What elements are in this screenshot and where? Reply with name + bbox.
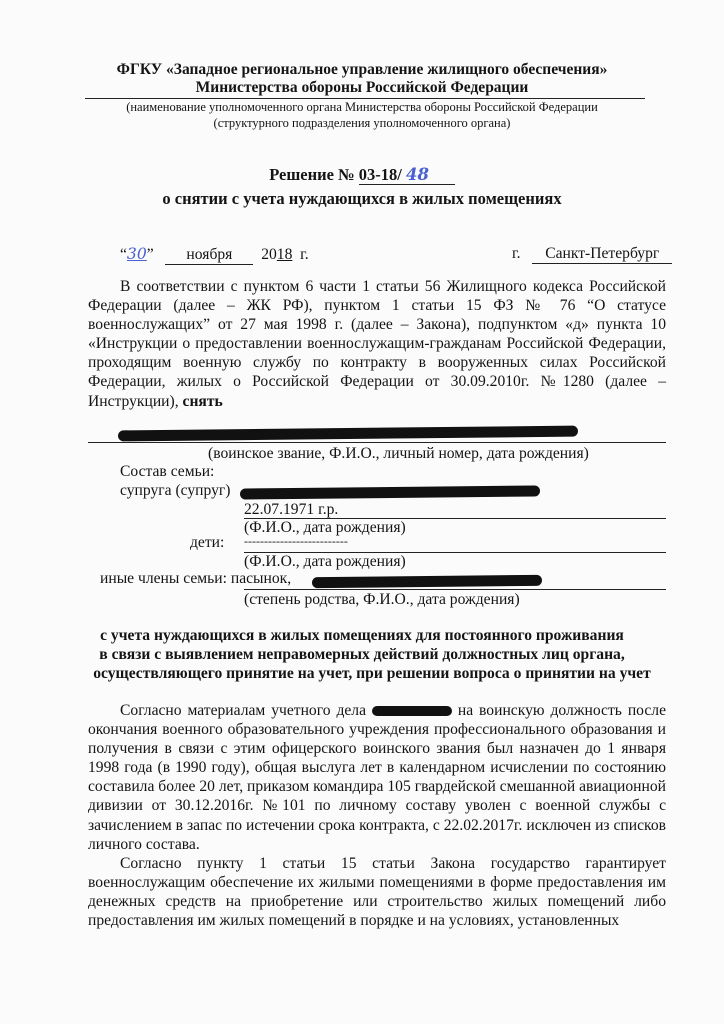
family-label: Состав семьи: <box>120 463 215 480</box>
date-day: 30 <box>126 245 147 263</box>
spouse-label: супруга (супруг) <box>120 482 231 499</box>
redacted-name <box>372 706 452 716</box>
person-rule <box>88 442 666 443</box>
children-value: -------------------------- <box>244 534 348 548</box>
body-paragraph-1: Согласно материалам учетного дела на воинскую должность после окончания военного образовательного учреждения профессионального образования и получения в связи с этим офицерского воинского звания был назначен до 1 января 1998 года (в 1990 году), общая выслуга лет в календарном исчислении по состоянию составила более 20 лет, приказом командира 105 гвардейской смешанной авиационной дивизии от 30.12.2016г. №101 по личному составу уволен с военной службы с зачислением в запас по истечении срока контракта, с 22.02.2017г. исключен из списков личного состава. <box>88 702 666 853</box>
org-caption-line2: (структурного подразделения уполномоченного органа) <box>213 116 511 130</box>
others-label: иные члены семьи: пасынок, <box>100 570 292 587</box>
body-text <box>88 701 666 930</box>
body-paragraph-2: Согласно пункту 1 статьи 15 статьи Закона государство гарантирует военнослужащим обеспечение их жилыми помещениями в форме предоставления им денежных средств на приобретение или строительство жилых помещений либо предоставления им жилых помещений в порядке и на условиях, установленных <box>88 854 666 930</box>
decision-number: 03-18/ <box>358 165 402 184</box>
others-caption: (степень родства, Ф.И.О., дата рождения) <box>244 591 520 608</box>
decision-date: “30” ноября 2018 г. <box>120 245 309 263</box>
reason-line1: с учета нуждающихся в жилых помещениях для постоянного проживания <box>100 627 624 644</box>
reason-line2: в связи с выявлением неправомерных действий должностных лиц органа, <box>99 646 625 663</box>
children-label: дети: <box>190 534 225 551</box>
spouse-caption: (Ф.И.О., дата рождения) <box>244 519 406 536</box>
org-name-line2: Министерства обороны Российской Федерации <box>195 79 529 96</box>
reason-line3: осуществляющего принятие на учет, при решении вопроса о принятии на учет <box>93 665 651 682</box>
decision-title: Решение № 03-18/ 48 <box>0 165 724 185</box>
handwritten-number: 48 <box>406 165 429 184</box>
others-value: пасынок, <box>230 570 292 587</box>
redacted-person <box>118 426 578 442</box>
org-caption-line1: (наименование уполномоченного органа Министерства обороны Российской Федерации <box>126 100 598 114</box>
redacted-others <box>312 575 542 588</box>
others-rule <box>244 589 666 590</box>
decision-subtitle: о снятии с учета нуждающихся в жилых помещениях <box>162 189 562 208</box>
date-month: ноября <box>165 246 253 265</box>
intro-paragraph: В соответствии с пунктом 6 части 1 статьи 56 Жилищного кодекса Российской Федерации (далее – ЖК РФ), пунктом 1 статьи 15 ФЗ № 76 “О статусе военнослужащих” от 27 мая 1998 г. (далее – Закона), подпунктом «д» пункта 10 «Инструкции о предоставлении военнослужащим-гражданам Российской Федерации, проходящим военную службу по контракту в вооруженных силах Российской Федерации, жилых о Российской Федерации от 30.09.2010г. №1280 (далее – Инструкции), снять <box>88 278 666 410</box>
spouse-birthdate: 22.07.1971 г.р. <box>244 501 339 518</box>
redacted-spouse <box>240 485 540 499</box>
children-caption: (Ф.И.О., дата рождения) <box>244 553 406 570</box>
decision-city: г. Санкт-Петербург <box>512 245 672 264</box>
header-rule <box>85 98 645 99</box>
org-name-line1: ФГКУ «Западное региональное управление жилищного обеспечения» <box>116 61 608 78</box>
person-caption: (воинское звание, Ф.И.О., личный номер, дата рождения) <box>208 445 589 462</box>
date-year: 18 <box>276 246 293 263</box>
